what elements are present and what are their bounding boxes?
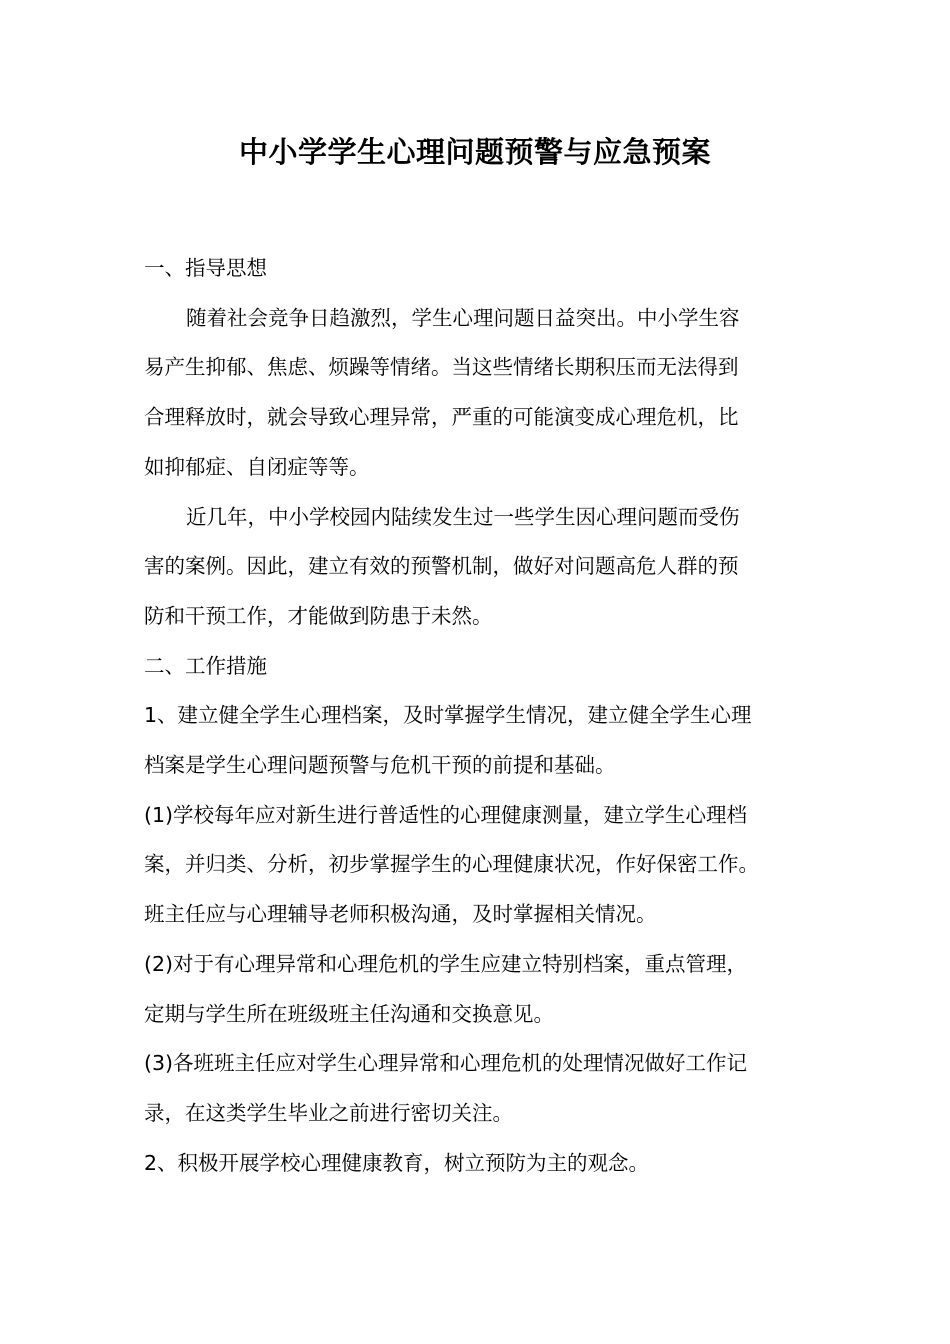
paragraph-line: 随着社会竞争日趋激烈，学生心理问题日益突出。中小学生容	[186, 305, 740, 330]
list-item-line: (3)各班班主任应对学生心理异常和心理危机的处理情况做好工作记	[144, 1051, 748, 1076]
paragraph-line: 易产生抑郁、焦虑、烦躁等情绪。当这些情绪长期积压而无法得到	[144, 355, 739, 380]
paragraph-line: 害的案例。因此，建立有效的预警机制，做好对问题高危人群的预	[144, 554, 739, 579]
paragraph-line: 合理释放时，就会导致心理异常，严重的可能演变成心理危机，比	[144, 405, 739, 430]
paragraph-line: 防和干预工作，才能做到防患于未然。	[144, 603, 493, 628]
paragraph-line: 近几年，中小学校园内陆续发生过一些学生因心理问题而受伤	[186, 504, 740, 529]
list-item-line: 档案是学生心理问题预警与危机干预的前提和基础。	[144, 753, 616, 778]
document-title: 中小学学生心理问题预警与应急预案	[238, 135, 711, 169]
list-item-line: 定期与学生所在班级班主任沟通和交换意见。	[144, 1001, 554, 1026]
list-item-line: 1、建立健全学生心理档案，及时掌握学生情况，建立健全学生心理	[144, 703, 752, 728]
section-heading-guiding-idea: 一、指导思想	[144, 256, 267, 280]
list-item-line: 班主任应与心理辅导老师积极沟通，及时掌握相关情况。	[144, 902, 657, 927]
list-item-line: 案，并归类、分析，初步掌握学生的心理健康状况，作好保密工作。	[144, 852, 759, 877]
document-body	[144, 244, 824, 1188]
list-item-line: (1)学校每年应对新生进行普适性的心理健康测量，建立学生心理档	[144, 802, 748, 827]
paragraph-line: 如抑郁症、自闭症等等。	[144, 454, 370, 479]
list-item-line: 2、积极开展学校心理健康教育，树立预防为主的观念。	[144, 1150, 650, 1175]
list-item-line: 录，在这类学生毕业之前进行密切关注。	[144, 1100, 513, 1125]
section-heading-work-measures: 二、工作措施	[144, 653, 267, 678]
list-item-line: (2)对于有心理异常和心理危机的学生应建立特别档案，重点管理，	[144, 951, 748, 976]
